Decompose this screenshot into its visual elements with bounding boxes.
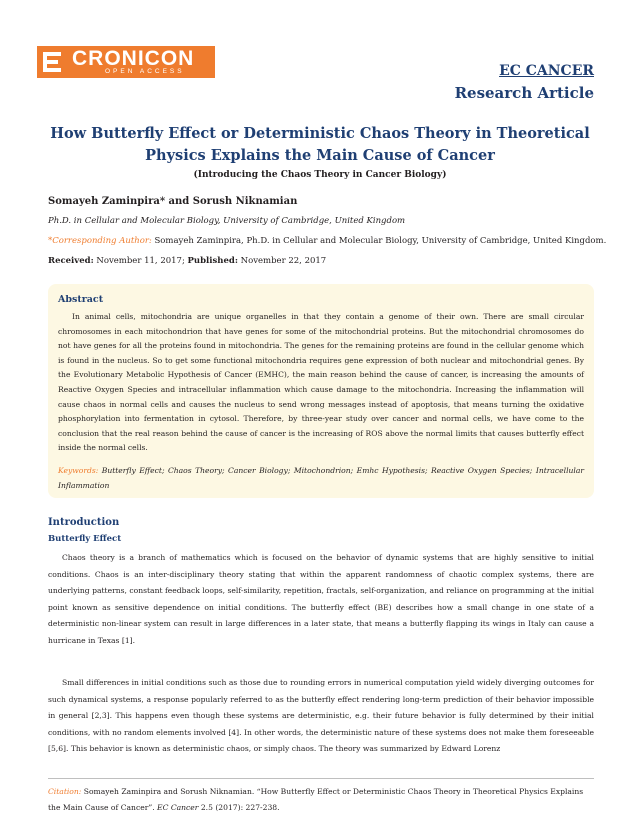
published-label: Published: [187, 256, 238, 266]
received-date: November 11, 2017; [96, 256, 185, 266]
author-list: Somayeh Zaminpira* and Sorush Niknamian [48, 196, 298, 207]
abstract-box [48, 284, 594, 498]
keywords-text: Butterfly Effect; Chaos Theory; Cancer Biology; Mitochondrion; Emhc Hypothesis; Reactive Oxygen Species; Intracellular Inflammation [58, 466, 584, 490]
corresponding-author [48, 236, 606, 246]
publisher-logo [37, 46, 215, 78]
article-type: Research Article [454, 84, 594, 102]
received-label: Received: [48, 256, 94, 266]
article-title: How Butterfly Effect or Deterministic Chaos Theory in Theoretical Physics Explains the Main Cause of Cancer [50, 125, 590, 164]
body-paragraph-2: Small differences in initial conditions such as those due to rounding errors in numerical computation yield widely diverging outcomes for such dynamical systems, a response popularly referred to as the butterfly effect rendering long-term prediction of their behavior impossible in general [2,3]. This happens even though these systems are deterministic, e.g. their future behavior is fully determined by their initial conditions, with no random elements involved [4]. In other words, the deterministic nature of these systems does not make them foreseeable [5,6]. This behavior is known as deterministic chaos, or simply chaos. The theory was summarized by Edward Lorenz [48, 678, 594, 753]
abstract-heading: Abstract [58, 294, 104, 305]
subsection-heading-butterfly-effect: Butterfly Effect [48, 534, 122, 544]
abstract-text: In animal cells, mitochondria are unique organelles in that they contain a genome of their own. There are small circular chromosomes in each mitochondrion that have genes for some of the mitochondrial proteins. But the mitochondrial chromosomes do not have genes for all the proteins found in mitochondria. The genes for the remaining proteins are found in the cellular genome which is found in the nucleus. So to get some functional mitochondria requires gene expression of both nuclear and mitochondrial genes. By the Evolutionary Metabolic Hypothesis of Cancer (EMHC), the main reason behind the cause of cancer, is increasing the amounts of Reactive Oxygen Species and intracellular inflammation which cause damage to the mitochondria. Increasing the inflammation will cause chaos in normal cells and causes the nucleus to send wrong messages instead of apoptosis, that means turning the oxidative phosphorylation into fermentation in cytosol. Therefore, by three-year study over cancer and normal cells, we have come to the conclusion that the real reason behind the cause of cancer is the increasing of ROS above the normal limits that causes butterfly effect inside the normal cells. [58, 312, 584, 453]
article-subtitle: (Introducing the Chaos Theory in Cancer Biology) [193, 170, 447, 180]
keywords-label: Keywords: [58, 466, 99, 475]
citation [48, 784, 594, 816]
footer-divider [48, 778, 594, 779]
journal-name[interactable]: EC CANCER [499, 63, 594, 79]
affiliation: Ph.D. in Cellular and Molecular Biology, University of Cambridge, United Kingdom [48, 216, 406, 226]
published-date: November 22, 2017 [240, 256, 327, 266]
corresponding-text: Somayeh Zaminpira, Ph.D. in Cellular and Molecular Biology, University of Cambridge, United Kingdom. [154, 236, 607, 246]
section-heading-introduction: Introduction [48, 517, 120, 528]
logo-e-mark [37, 46, 67, 78]
keywords [58, 464, 584, 493]
citation-label: Citation: [48, 787, 82, 796]
logo-wordmark [67, 46, 215, 78]
logo-name: CRONICON [72, 47, 195, 70]
corresponding-label: *Corresponding Author: [48, 236, 152, 246]
citation-text: Somayeh Zaminpira and Sorush Niknamian. “How Butterfly Effect or Deterministic Chaos Theory in Theoretical Physics Explains the Main Cause of Cancer”. [48, 787, 584, 812]
logo-subtitle: OPEN ACCESS [105, 68, 185, 75]
citation-tail: 2.5 (2017): 227-238. [200, 803, 280, 812]
article-dates [48, 256, 326, 266]
body-paragraph-1: Chaos theory is a branch of mathematics which is focused on the behavior of dynamic systems that are highly sensitive to initial conditions. Chaos is an inter-disciplinary theory stating that within the apparent randomness of chaotic complex systems, there are underlying patterns, constant feedback loops, self-similarity, repetition, fractals, self-organization, and reliance on programming at the initial point known as sensitive dependence on initial conditions. The butterfly effect (BE) describes how a small change in one state of a deterministic non-linear system can result in large differences in a later state, that means a butterfly flapping its wings in Italy can cause a hurricane in Texas [1]. [48, 553, 594, 645]
citation-journal: EC Cancer [157, 803, 199, 812]
